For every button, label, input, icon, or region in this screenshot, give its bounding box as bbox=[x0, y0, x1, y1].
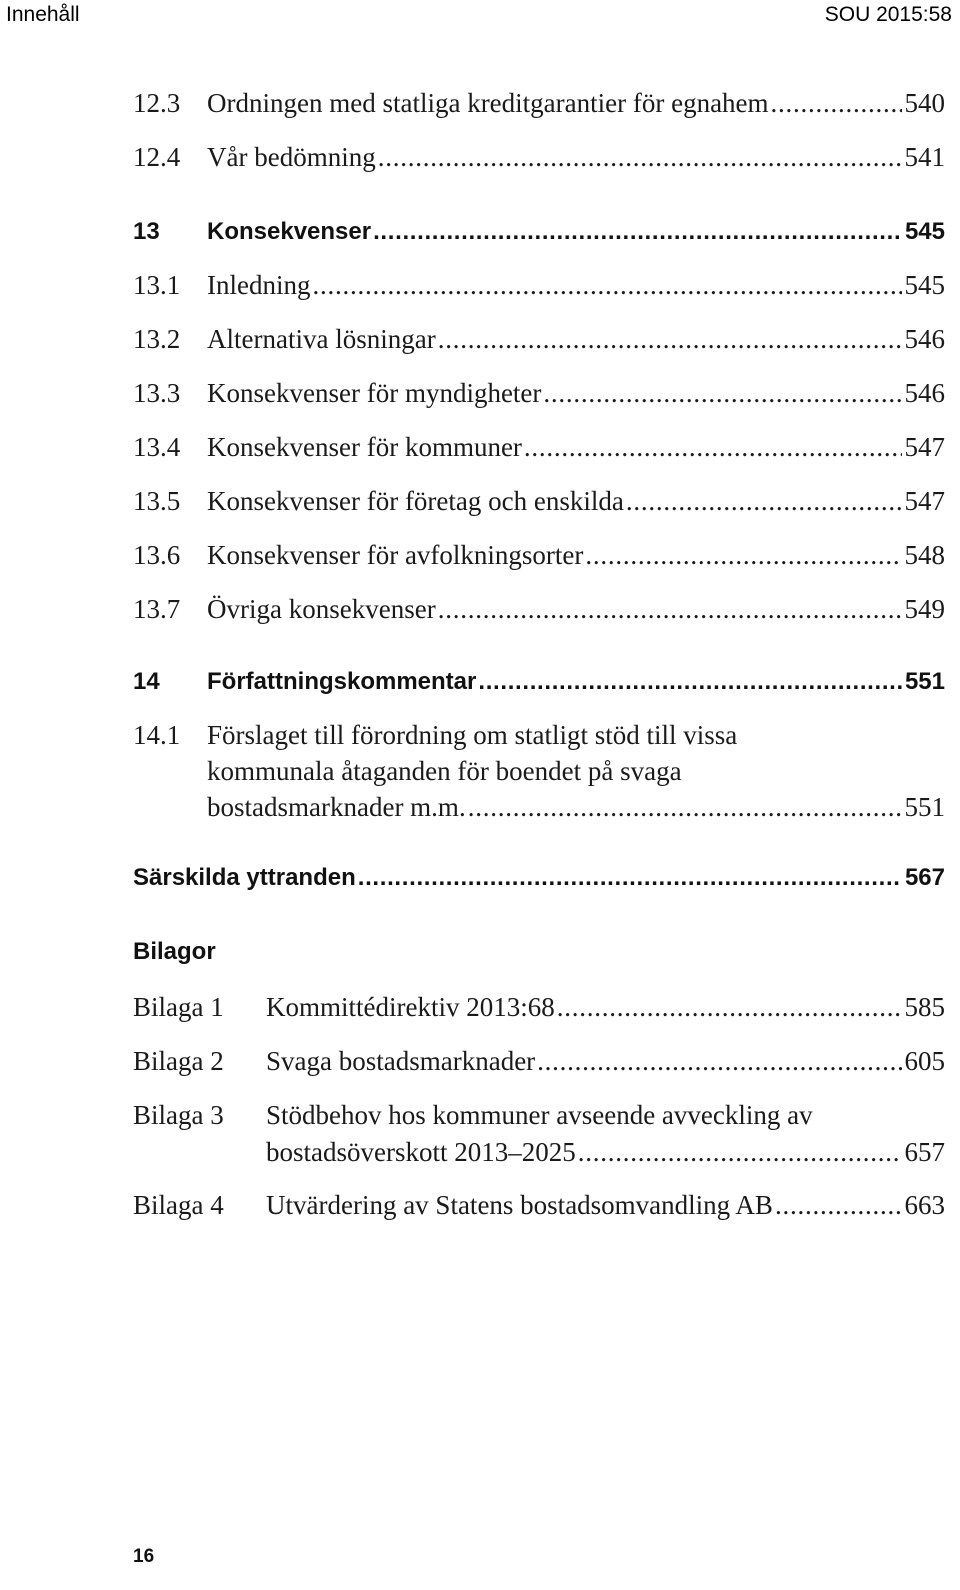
appendix-page: 663 bbox=[904, 1190, 945, 1220]
page-number: 16 bbox=[133, 1546, 155, 1567]
toc-entry-page: 541 bbox=[904, 142, 945, 172]
toc-entry-number: 12.4 bbox=[133, 142, 181, 172]
toc-entry-page: 546 bbox=[904, 324, 945, 354]
appendices-heading: Bilagor bbox=[133, 938, 216, 965]
toc-chapter-page: 567 bbox=[904, 864, 945, 891]
dot-leader bbox=[543, 378, 901, 409]
dot-leader bbox=[537, 1046, 901, 1077]
toc-entry-title-line-1: Förslaget till förordning om statligt stöd till vissa bbox=[207, 720, 738, 750]
toc-entry-title: Övriga konsekvenser bbox=[207, 594, 436, 624]
dot-leader bbox=[524, 432, 902, 463]
dot-leader bbox=[312, 270, 901, 301]
dot-leader bbox=[775, 1190, 902, 1221]
dot-leader bbox=[585, 540, 901, 571]
toc-entry-number: 13.4 bbox=[133, 432, 181, 462]
appendix-label: Bilaga 4 bbox=[133, 1190, 224, 1220]
appendix-page: 605 bbox=[904, 1046, 945, 1076]
appendix-label: Bilaga 1 bbox=[133, 992, 224, 1022]
header-document-id: SOU 2015:58 bbox=[824, 3, 952, 26]
dot-leader bbox=[557, 992, 902, 1023]
appendix-label: Bilaga 3 bbox=[133, 1100, 224, 1130]
dot-leader bbox=[438, 594, 902, 625]
dot-leader bbox=[771, 88, 902, 119]
header-section-title: Innehåll bbox=[6, 3, 80, 26]
appendix-label: Bilaga 2 bbox=[133, 1046, 224, 1076]
toc-entry-title: Alternativa lösningar bbox=[207, 324, 436, 354]
appendix-title-line-2: bostadsöverskott 2013–2025 bbox=[266, 1137, 576, 1167]
toc-chapter-title: Konsekvenser bbox=[207, 218, 372, 245]
toc-entry-title-line-2: kommunala åtaganden för boendet på svaga bbox=[207, 756, 682, 786]
toc-entry-page: 547 bbox=[904, 486, 945, 516]
toc-entry-page: 549 bbox=[904, 594, 945, 624]
toc-entry-number: 13.7 bbox=[133, 594, 181, 624]
dot-leader bbox=[378, 142, 902, 173]
appendix-page: 585 bbox=[904, 992, 945, 1022]
appendix-title-line-1: Stödbehov hos kommuner avseende avveckling av bbox=[266, 1100, 813, 1130]
toc-entry-title: Ordningen med statliga kreditgarantier för egnahem bbox=[207, 88, 769, 118]
appendix-title: Kommittédirektiv 2013:68 bbox=[266, 992, 555, 1022]
toc-entry-title: Vår bedömning bbox=[207, 142, 376, 172]
toc-entry-title: Inledning bbox=[207, 270, 311, 300]
toc-entry-page: 551 bbox=[904, 792, 945, 822]
toc-chapter-title: Särskilda yttranden bbox=[133, 864, 356, 891]
toc-entry-title: Konsekvenser för myndigheter bbox=[207, 378, 542, 408]
toc-entry-title: Konsekvenser för avfolkningsorter bbox=[207, 540, 584, 570]
toc-chapter-number: 13 bbox=[133, 218, 160, 245]
toc-entry-title-line-3: bostadsmarknader m.m. bbox=[207, 792, 466, 822]
toc-entry-number: 12.3 bbox=[133, 88, 181, 118]
appendix-title: Svaga bostadsmarknader bbox=[266, 1046, 536, 1076]
toc-entry-number: 13.3 bbox=[133, 378, 181, 408]
toc-entry-number: 13.6 bbox=[133, 540, 181, 570]
appendix-page: 657 bbox=[904, 1137, 945, 1167]
toc-entry-page: 548 bbox=[904, 540, 945, 570]
dot-leader bbox=[358, 864, 902, 892]
dot-leader bbox=[578, 1137, 902, 1168]
toc-entry-page: 545 bbox=[904, 270, 945, 300]
toc-chapter-title: Författningskommentar bbox=[207, 668, 477, 695]
toc-entry-number: 14.1 bbox=[133, 720, 181, 750]
toc-chapter-page: 545 bbox=[904, 218, 945, 245]
toc-entry-title: Konsekvenser för kommuner bbox=[207, 432, 522, 462]
toc-entry-number: 13.2 bbox=[133, 324, 181, 354]
dot-leader bbox=[626, 486, 902, 517]
dot-leader bbox=[438, 324, 902, 355]
toc-entry-number: 13.1 bbox=[133, 270, 181, 300]
toc-entry-page: 546 bbox=[904, 378, 945, 408]
toc-chapter-page: 551 bbox=[904, 668, 945, 695]
dot-leader bbox=[478, 668, 902, 696]
dot-leader bbox=[468, 792, 902, 823]
toc-entry-page: 547 bbox=[904, 432, 945, 462]
toc-entry-page: 540 bbox=[904, 88, 945, 118]
appendix-title: Utvärdering av Statens bostadsomvandling AB bbox=[266, 1190, 773, 1220]
dot-leader bbox=[373, 218, 902, 246]
toc-chapter-number: 14 bbox=[133, 668, 160, 695]
toc-entry-title: Konsekvenser för företag och enskilda bbox=[207, 486, 624, 516]
toc-entry-number: 13.5 bbox=[133, 486, 181, 516]
